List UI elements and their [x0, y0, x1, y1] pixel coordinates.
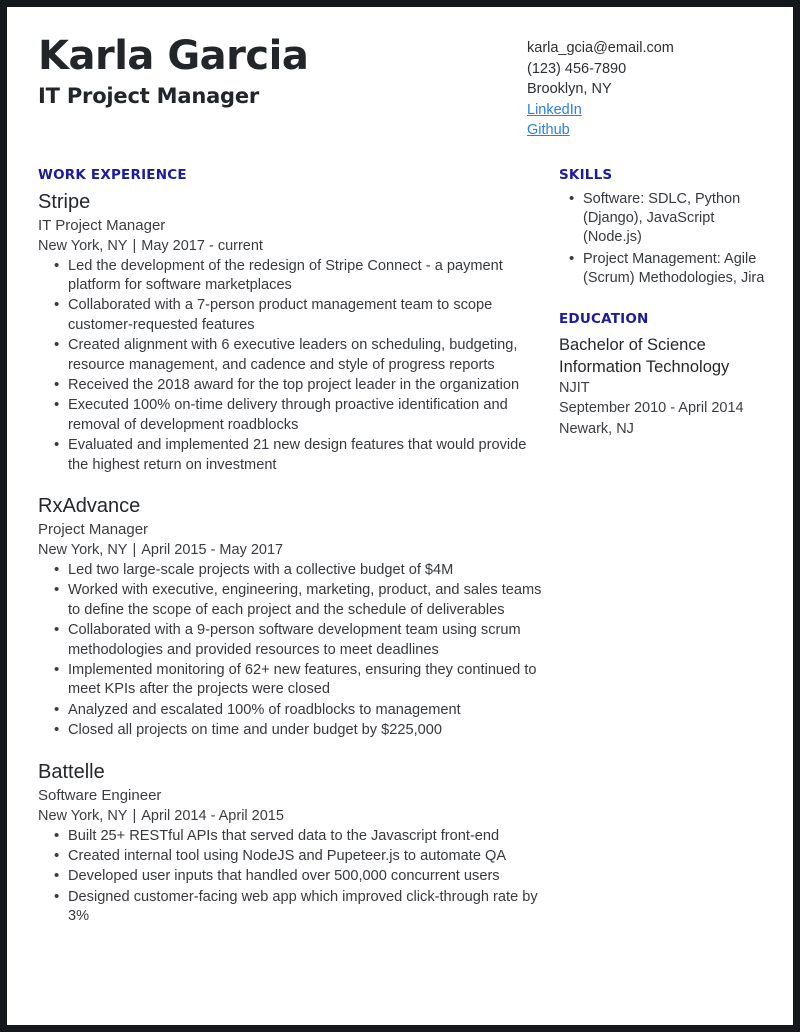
- job-bullet: • Collaborated with a 9-person software development team using scrum methodologies and provided resources to meet deadlines: [68, 621, 548, 660]
- main-column: [38, 167, 548, 928]
- job-entry: [38, 760, 548, 927]
- job-bullet: • Evaluated and implemented 21 new design features that would provide the highest return on investment: [68, 436, 548, 475]
- section-heading-education: EDUCATION: [559, 310, 649, 327]
- job-bullet: • Received the 2018 award for the top project leader in the organization: [68, 376, 548, 395]
- education-school: NJIT: [559, 379, 590, 396]
- linkedin-link[interactable]: LinkedIn: [527, 101, 582, 118]
- skills-section: [559, 167, 773, 289]
- education-location: Newark, NJ: [559, 420, 634, 437]
- job-meta: [38, 236, 548, 256]
- job-dates: April 2015 - May 2017: [141, 541, 284, 558]
- candidate-name: Karla Garcia: [38, 33, 309, 79]
- job-bullet: • Collaborated with a 7-person product management team to scope customer-requested features: [68, 296, 548, 335]
- header-identity: [38, 31, 308, 110]
- skill-item: • Project Management: Agile (Scrum) Methodologies, Jira: [583, 250, 773, 289]
- job-bullet: • Led two large-scale projects with a collective budget of $4M: [68, 561, 548, 580]
- section-heading-skills: SKILLS: [559, 166, 613, 183]
- job-location: New York, NY: [38, 541, 128, 558]
- side-column: [559, 167, 773, 462]
- job-role: IT Project Manager: [38, 216, 166, 234]
- job-bullet: • Created internal tool using NodeJS and Pupeteer.js to automate QA: [68, 847, 548, 866]
- resume-sheet: [7, 7, 793, 1025]
- job-bullet: • Developed user inputs that handled over 500,000 concurrent users: [68, 867, 548, 886]
- job-location: New York, NY: [38, 237, 128, 254]
- job-meta-separator: |: [132, 807, 137, 824]
- job-bullet: • Designed customer-facing web app which improved click-through rate by 3%: [68, 888, 548, 927]
- candidate-job-title: IT Project Manager: [38, 84, 260, 108]
- job-bullets: [38, 827, 548, 927]
- section-heading-work-experience: WORK EXPERIENCE: [38, 166, 187, 183]
- education-dates: September 2010 - April 2014: [559, 400, 744, 417]
- job-dates: April 2014 - April 2015: [141, 807, 284, 824]
- job-meta: [38, 806, 548, 826]
- contact-location: Brooklyn, NY: [527, 81, 612, 97]
- contact-github[interactable]: [527, 120, 763, 141]
- github-link[interactable]: Github: [527, 122, 570, 138]
- contact-phone: (123) 456-7890: [527, 60, 627, 77]
- job-bullet: • Analyzed and escalated 100% of roadblocks to management: [68, 701, 548, 720]
- job-location: New York, NY: [38, 807, 128, 824]
- job-dates: May 2017 - current: [141, 237, 263, 254]
- job-bullet: • Closed all projects on time and under budget by $225,000: [68, 721, 548, 740]
- contact-email: karla_gcia@email.com: [527, 40, 674, 56]
- job-bullet: • Worked with executive, engineering, marketing, product, and sales teams to define the scope of each project and the schedule of deliverables: [68, 581, 548, 620]
- skill-item: • Software: SDLC, Python (Django), JavaScript (Node.js): [583, 190, 773, 248]
- job-meta: [38, 540, 548, 560]
- job-role: Software Engineer: [38, 786, 162, 804]
- job-meta-separator: |: [132, 237, 137, 254]
- job-bullet: • Led the development of the redesign of Stripe Connect - a payment platform for software marketplaces: [68, 257, 548, 296]
- job-bullet: • Created alignment with 6 executive leaders on scheduling, budgeting, resource management, and cadence and style of progress reports: [68, 336, 548, 375]
- education-degree-line-1: Bachelor of Science: [559, 335, 706, 354]
- job-bullets: [38, 561, 548, 741]
- job-company: Stripe: [38, 190, 91, 213]
- job-company: Battelle: [38, 760, 105, 783]
- resume-header: [38, 31, 763, 141]
- job-company: RxAdvance: [38, 494, 141, 517]
- resume-columns: [38, 167, 763, 928]
- job-meta-separator: |: [132, 541, 137, 558]
- job-bullets: [38, 257, 548, 475]
- job-bullet: • Built 25+ RESTful APIs that served data to the Javascript front-end: [68, 827, 548, 846]
- education-degree-line-2: Information Technology: [559, 357, 730, 376]
- contact-block: [527, 31, 763, 141]
- education-section: [559, 311, 773, 440]
- job-entry: [38, 494, 548, 741]
- job-entry: [38, 190, 548, 475]
- job-role: Project Manager: [38, 520, 149, 538]
- contact-linkedin[interactable]: [527, 100, 763, 121]
- job-bullet: • Implemented monitoring of 62+ new features, ensuring they continued to meet KPIs after the projects were closed: [68, 661, 548, 700]
- job-bullet: • Executed 100% on-time delivery through proactive identification and removal of development roadblocks: [68, 396, 548, 435]
- skills-list: [559, 190, 773, 289]
